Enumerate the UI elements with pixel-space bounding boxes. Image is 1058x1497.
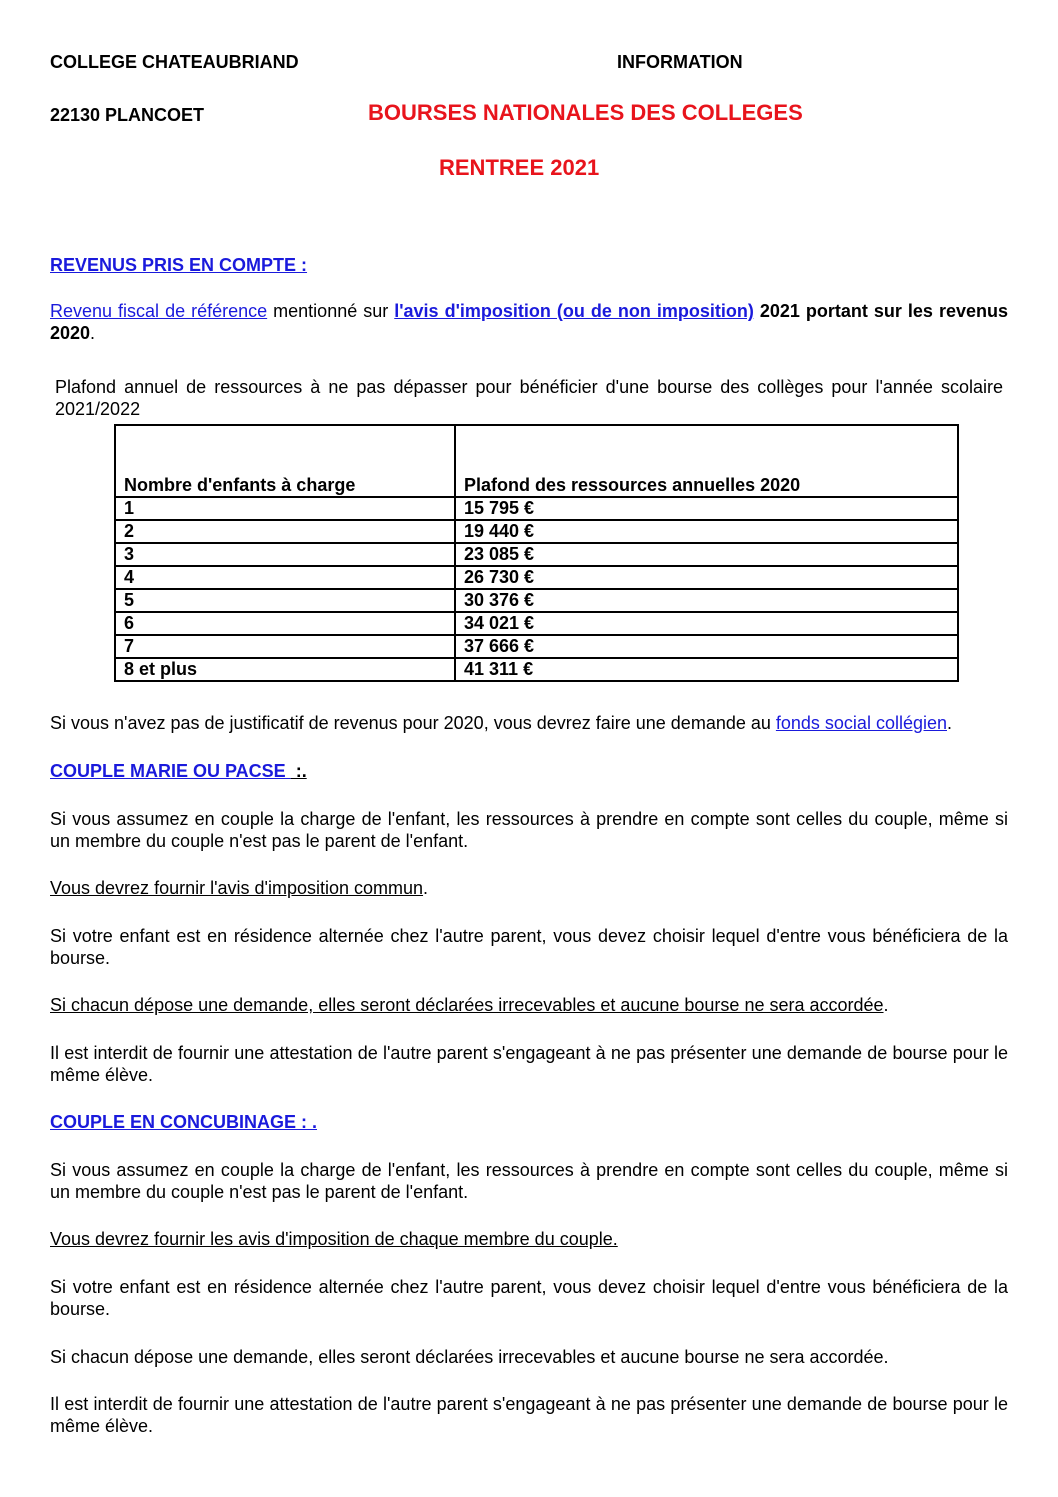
cell-plafond: 15 795 € — [455, 497, 958, 520]
table-row — [115, 612, 958, 635]
fonds-social-end: . — [947, 713, 953, 733]
college-name: COLLEGE CHATEAUBRIAND — [50, 52, 299, 72]
document-subtitle: RENTREE 2021 — [439, 155, 600, 180]
table-header-plafond: Plafond des ressources annuelles 2020 — [455, 425, 958, 497]
cell-enfants: 6 — [115, 612, 455, 635]
cell-enfants: 2 — [115, 520, 455, 543]
cell-plafond: 23 085 € — [455, 543, 958, 566]
cell-plafond: 30 376 € — [455, 589, 958, 612]
plafond-table — [114, 424, 959, 682]
table-row — [115, 566, 958, 589]
table-row — [115, 635, 958, 658]
plafond-intro: Plafond annuel de ressources à ne pas dépasser pour bénéficier d'une bourse des collèges pour l'année scolaire 2021/2022 — [55, 377, 1003, 419]
cell-plafond: 34 021 € — [455, 612, 958, 635]
cell-plafond: 19 440 € — [455, 520, 958, 543]
concubinage-p1: Si vous assumez en couple la charge de l'enfant, les ressources à prendre en compte sont celles du couple, même si un membre du couple n'est pas le parent de l'enfant. — [50, 1160, 1008, 1202]
concubinage-p5: Il est interdit de fournir une attestation de l'autre parent s'engageant à ne pas présenter une demande de bourse pour le même élève. — [50, 1394, 1008, 1436]
marie-p2-line — [50, 878, 428, 899]
concubinage-heading[interactable]: COUPLE EN CONCUBINAGE : . — [50, 1112, 318, 1132]
fonds-social-text: Si vous n'avez pas de justificatif de revenus pour 2020, vous devrez faire une demande au — [50, 713, 776, 733]
information-label: INFORMATION — [617, 52, 743, 72]
cell-plafond: 26 730 € — [455, 566, 958, 589]
concubinage-p3: Si votre enfant est en résidence alternée chez l'autre parent, vous devez choisir lequel d'entre vous bénéficiera de la bourse. — [50, 1277, 1008, 1319]
table-row — [115, 658, 958, 681]
text-2021-revenus: 2021 portant sur les revenus 2020 — [50, 301, 1008, 343]
marie-heading-line — [50, 761, 307, 782]
college-city: 22130 PLANCOET — [50, 105, 205, 125]
table-row — [115, 520, 958, 543]
table-header-row — [115, 425, 958, 497]
marie-p4: Si chacun dépose une demande, elles seront déclarées irrecevables et aucune bourse ne sera accordée — [50, 995, 884, 1015]
text-period: . — [90, 323, 96, 343]
text-mentionne: mentionné sur — [267, 301, 395, 321]
cell-enfants: 1 — [115, 497, 455, 520]
table-header-enfants: Nombre d'enfants à charge — [115, 425, 455, 497]
table-row — [115, 589, 958, 612]
marie-p3: Si votre enfant est en résidence alternée chez l'autre parent, vous devez choisir lequel d'entre vous bénéficiera de la bourse. — [50, 926, 1008, 968]
marie-p4-end: . — [883, 995, 889, 1015]
marie-p5: Il est interdit de fournir une attestation de l'autre parent s'engageant à ne pas présenter une demande de bourse pour le même élève. — [50, 1043, 1008, 1085]
marie-p4-line — [50, 995, 889, 1016]
table-row — [115, 497, 958, 520]
marie-p1: Si vous assumez en couple la charge de l'enfant, les ressources à prendre en compte sont celles du couple, même si un membre du couple n'est pas le parent de l'enfant. — [50, 809, 1008, 851]
cell-enfants: 4 — [115, 566, 455, 589]
concubinage-p4: Si chacun dépose une demande, elles seront déclarées irrecevables et aucune bourse ne sera accordée. — [50, 1347, 889, 1367]
fonds-social-paragraph — [50, 713, 952, 734]
revenus-paragraph — [50, 300, 1008, 344]
cell-enfants: 8 et plus — [115, 658, 455, 681]
marie-p2-end: . — [423, 878, 429, 898]
cell-plafond: 37 666 € — [455, 635, 958, 658]
cell-enfants: 3 — [115, 543, 455, 566]
document-title: BOURSES NATIONALES DES COLLEGES — [368, 100, 803, 125]
marie-heading[interactable]: COUPLE MARIE OU PACSE — [50, 761, 291, 781]
marie-p2: Vous devrez fournir l'avis d'imposition commun — [50, 878, 424, 898]
concubinage-p2: Vous devrez fournir les avis d'imposition de chaque membre du couple. — [50, 1229, 618, 1249]
revenus-heading[interactable]: REVENUS PRIS EN COMPTE : — [50, 255, 308, 275]
marie-heading-suffix: :. — [290, 761, 307, 781]
fonds-social-link[interactable]: fonds social collégien — [775, 713, 947, 733]
revenu-fiscal-link[interactable]: Revenu fiscal de référence — [50, 301, 268, 321]
table-row — [115, 543, 958, 566]
cell-enfants: 5 — [115, 589, 455, 612]
cell-enfants: 7 — [115, 635, 455, 658]
avis-imposition-link[interactable]: l'avis d'imposition (ou de non imposition) — [394, 301, 754, 321]
cell-plafond: 41 311 € — [455, 658, 958, 681]
